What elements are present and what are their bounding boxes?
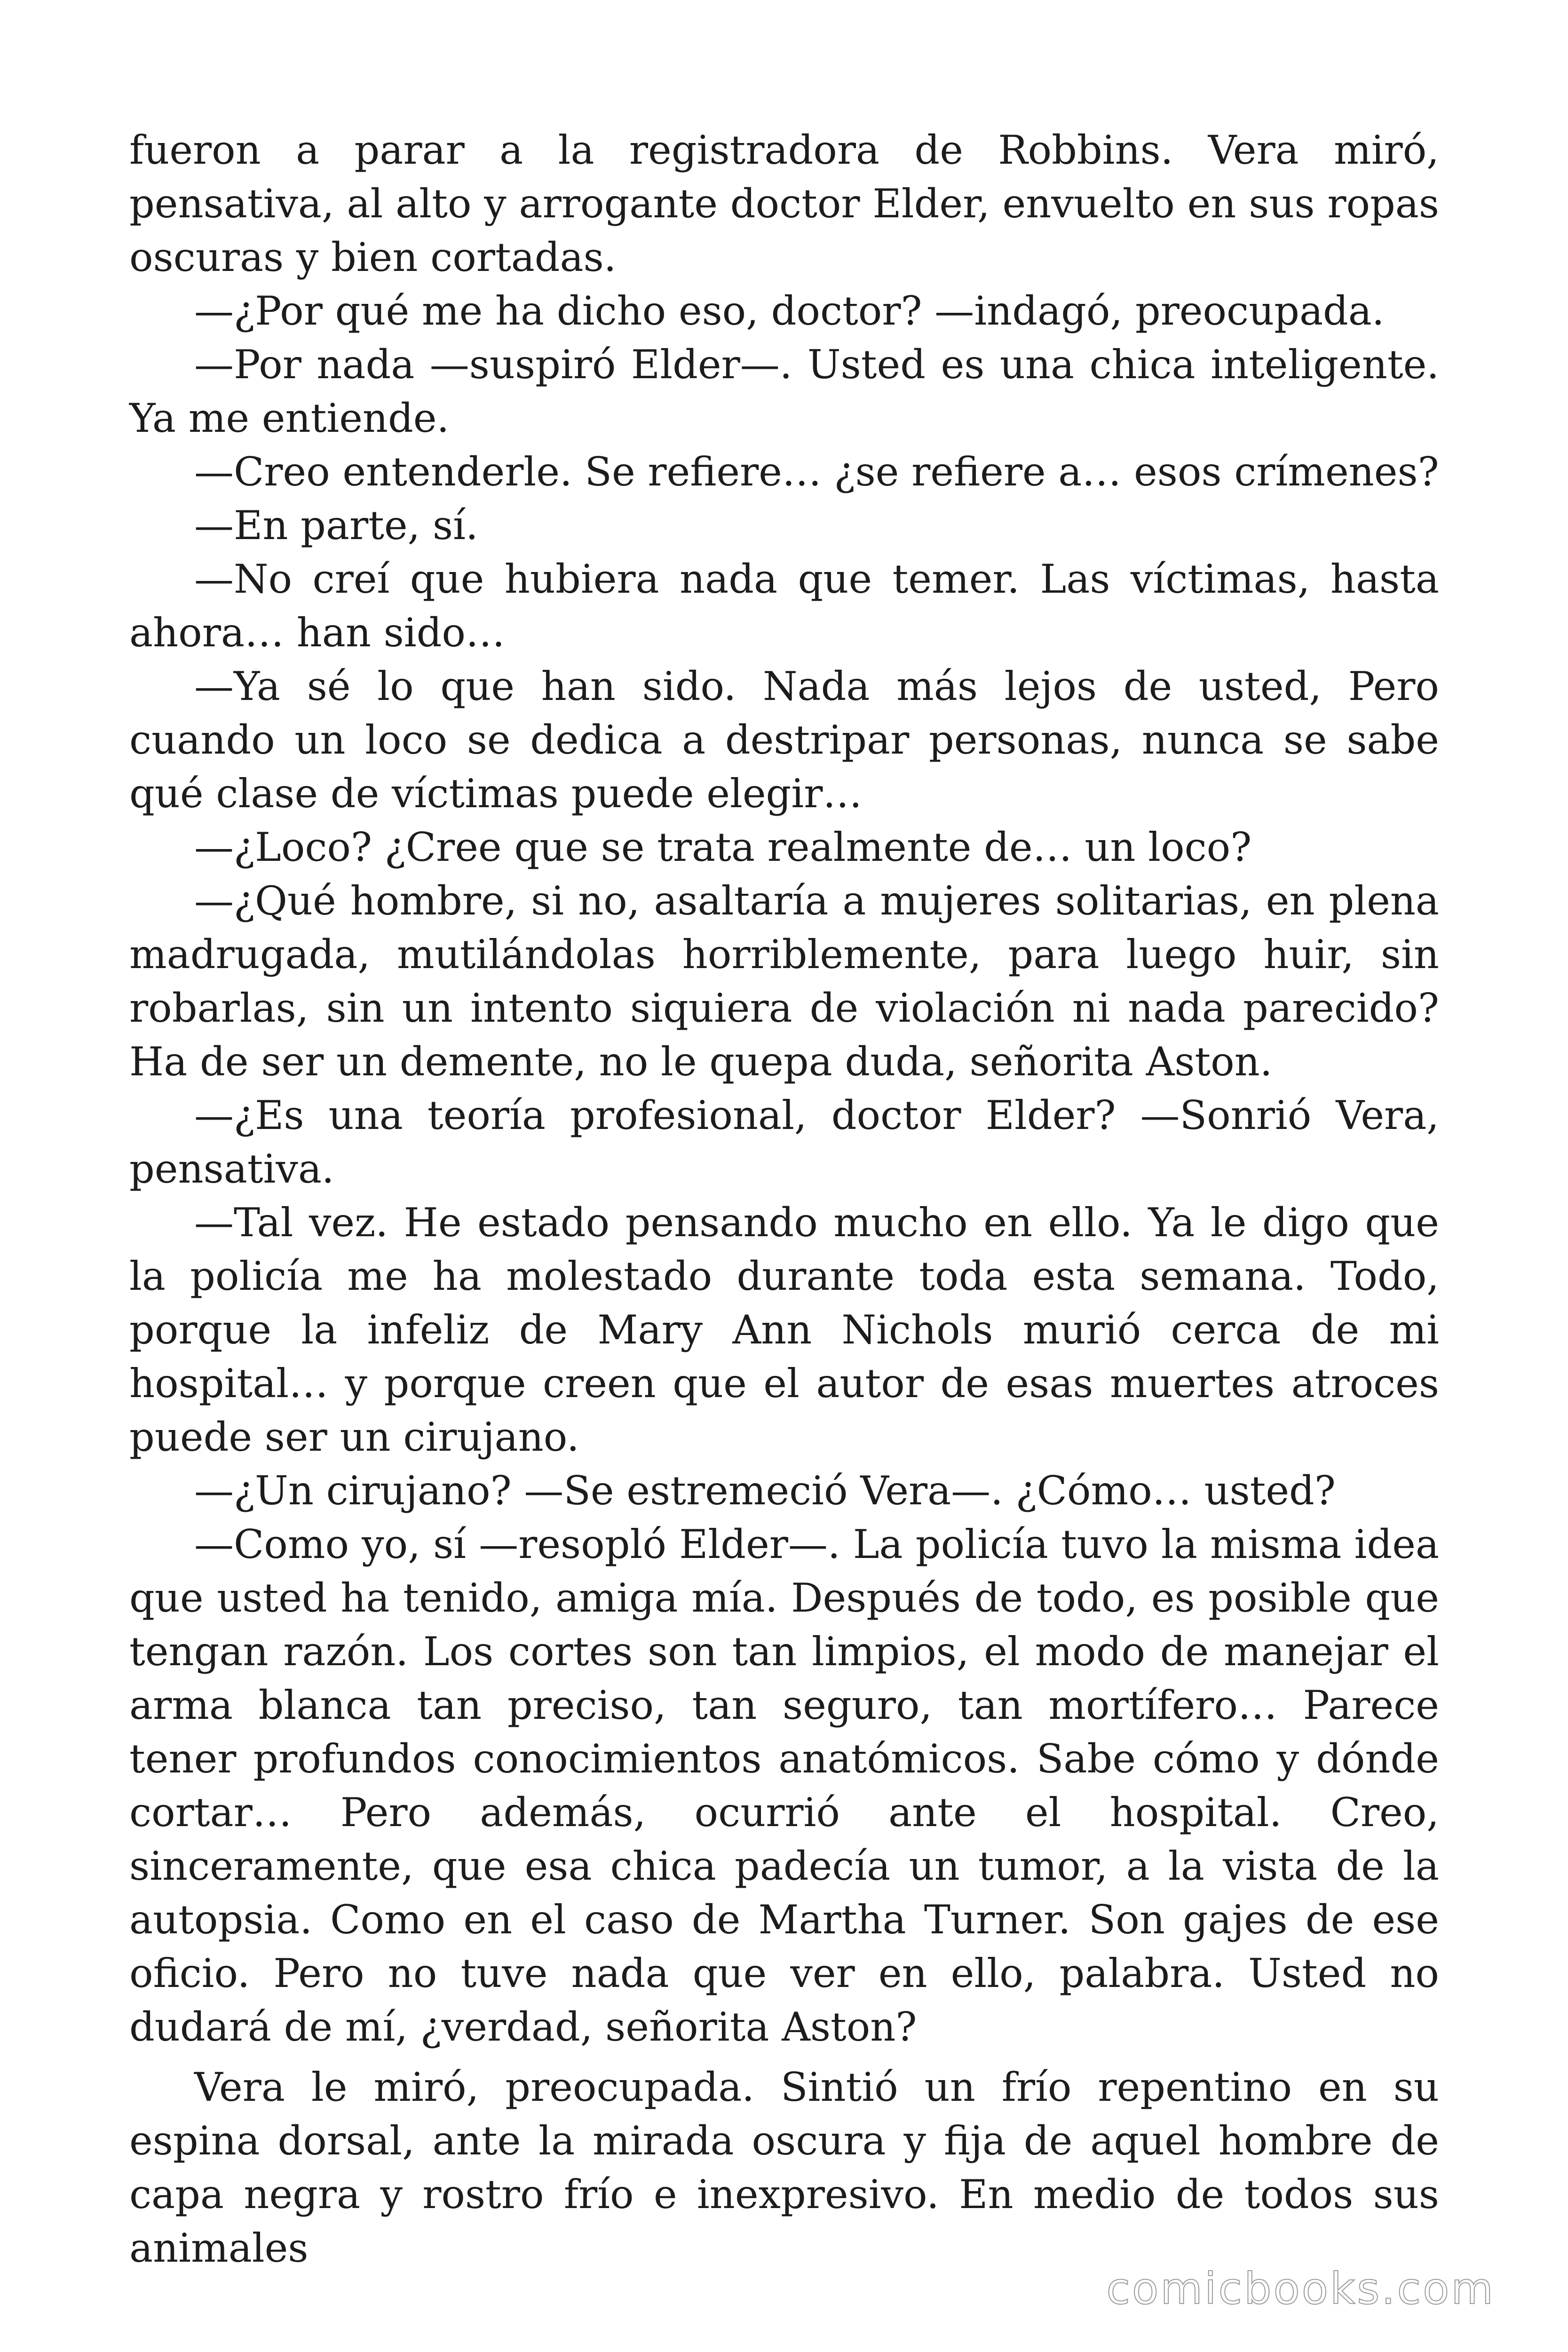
narrative-paragraph: Vera le miró, preocupada. Sintió un frío repentino en su espina dorsal, ante la mirada oscura y fija de aquel hombre de capa negra y rostro frío e inexpresivo. En medio de todos sus animales	[129, 2064, 1439, 2271]
dialogue-paragraph: —Creo entenderle. Se refiere… ¿se refiere a… esos crímenes?	[194, 449, 1439, 495]
page-text	[129, 123, 1439, 2275]
dialogue-paragraph: —Tal vez. He estado pensando mucho en ello. Ya le digo que la policía me ha molestado durante toda esta semana. Todo, porque la infeliz de Mary Ann Nichols murió cerca de mi hospital… y porque creen que el autor de esas muertes atroces puede ser un cirujano.	[129, 1200, 1439, 1460]
dialogue-paragraph: —¿Un cirujano? —Se estremeció Vera—. ¿Cómo… usted?	[194, 1468, 1336, 1514]
dialogue-paragraph: —Ya sé lo que han sido. Nada más lejos de usted, Pero cuando un loco se dedica a destripar personas, nunca se sabe qué clase de víctimas puede elegir…	[129, 663, 1439, 817]
dialogue-paragraph: —Por nada —suspiró Elder—. Usted es una chica inteligente. Ya me entiende.	[129, 342, 1439, 441]
dialogue-paragraph: —En parte, sí.	[194, 502, 478, 548]
dialogue-paragraph: —¿Por qué me ha dicho eso, doctor? —indagó, preocupada.	[194, 288, 1385, 334]
watermark-logo: comicbooks.com	[1106, 2264, 1495, 2314]
dialogue-paragraph: —¿Loco? ¿Cree que se trata realmente de… un loco?	[194, 824, 1252, 870]
dialogue-paragraph: —Como yo, sí —resopló Elder—. La policía tuvo la misma idea que usted ha tenido, amiga mía. Después de todo, es posible que tengan razón. Los cortes son tan limpios, el modo de manejar el arma blanca tan preciso, tan seguro, tan mortífero… Parece tener profundos conocimientos anatómicos. Sabe cómo y dónde cortar… Pero además, ocurrió ante el hospital. Creo, sinceramente, que esa chica padecía un tumor, a la vista de la autopsia. Como en el caso de Martha Turner. Son gajes de ese oficio. Pero no tuve nada que ver en ello, palabra. Usted no dudará de mí, ¿verdad, señorita Aston?	[129, 1521, 1439, 2050]
dialogue-paragraph: —¿Qué hombre, si no, asaltaría a mujeres solitarias, en plena madrugada, mutilándolas horriblemente, para luego huir, sin robarlas, sin un intento siquiera de violación ni nada parecido? Ha de ser un demente, no le quepa duda, señorita Aston.	[129, 878, 1439, 1085]
dialogue-paragraph: —¿Es una teoría profesional, doctor Elder? —Sonrió Vera, pensativa.	[129, 1092, 1439, 1192]
paragraph: fueron a parar a la registradora de Robbins. Vera miró, pensativa, al alto y arrogante doctor Elder, envuelto en sus ropas oscuras y bien cortadas.	[129, 127, 1439, 280]
dialogue-paragraph: —No creí que hubiera nada que temer. Las víctimas, hasta ahora… han sido…	[129, 556, 1439, 656]
